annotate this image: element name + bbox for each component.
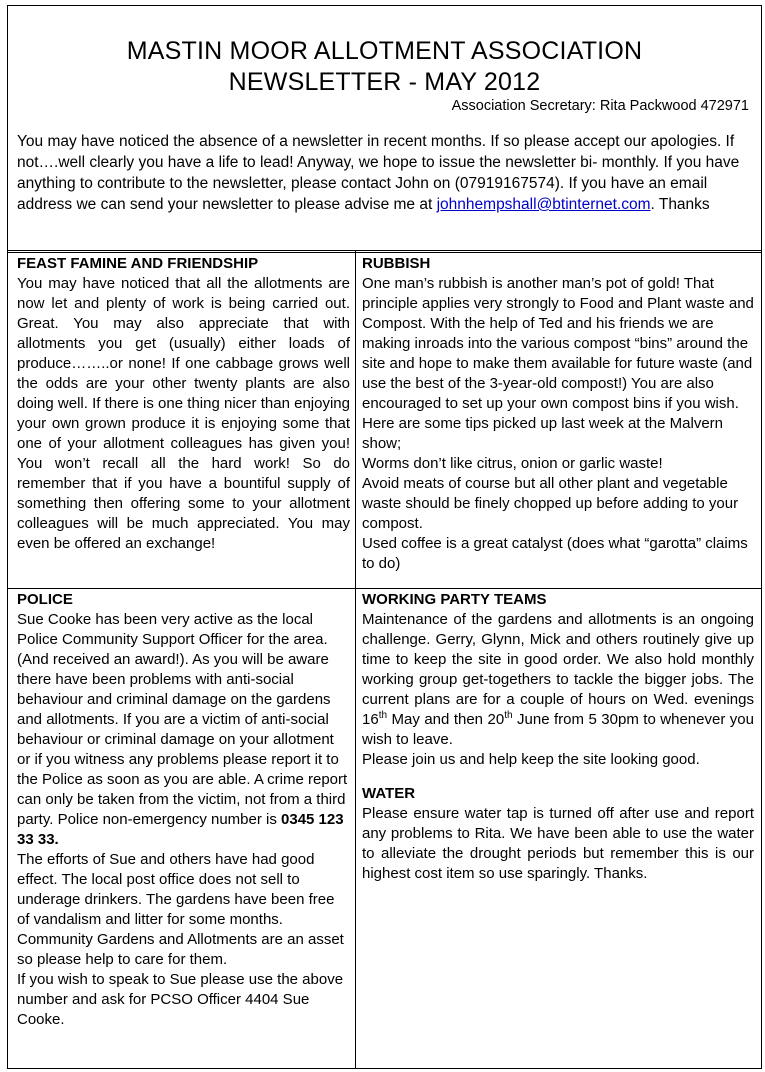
email-link[interactable]: johnhempshall@btinternet.com bbox=[436, 196, 651, 213]
newsletter-title bbox=[8, 36, 761, 98]
divider-middle bbox=[8, 588, 761, 589]
police-heading: POLICE bbox=[17, 591, 73, 608]
rubbish-tip-2: Avoid meats of course but all other plant and vegetable waste should be finely chopped up before adding to your compost. bbox=[362, 475, 739, 532]
working-heading: WORKING PARTY TEAMS bbox=[362, 591, 547, 608]
rubbish-body: One man’s rubbish is another man’s pot of gold! That principle applies very strongly to Food and Plant waste and Compost. With the help of Ted and his friends we are making inroads into the various compost “bins” around the site and hope to make them available for future waste (and use the best of the 3-year-old compost!) You are also encouraged to set up your own compost bins if you wish. Here are some tips picked up last week at the Malvern show; bbox=[362, 275, 754, 452]
rubbish-heading: RUBBISH bbox=[362, 255, 431, 272]
intro-paragraph bbox=[17, 131, 749, 215]
title-line-1: MASTIN MOOR ALLOTMENT ASSOCIATION bbox=[126, 37, 643, 65]
section-rubbish bbox=[362, 254, 754, 574]
title-line-2: NEWSLETTER - MAY 2012 bbox=[228, 68, 541, 96]
intro-thanks: . Thanks bbox=[650, 196, 710, 213]
water-body: Please ensure water tap is turned off after use and report any problems to Rita. We have been able to use the water to alleviate the drought periods but remember this is our highest cost item so use sparingly. Thanks. bbox=[362, 805, 754, 882]
rubbish-tip-1: Worms don’t like citrus, onion or garlic waste! bbox=[362, 455, 663, 472]
intro-text: You may have noticed the absence of a newsletter in recent months. If so please accept our apologies. If not….well clearly you have a life to lead! Anyway, we hope to issue the newsletter bi- monthly. If you have anything to contribute to the newsletter, please contact John on (07919167574). If you have an email address we can send your newsletter to please advise me at bbox=[17, 133, 740, 213]
section-working bbox=[362, 590, 754, 884]
newsletter-page bbox=[7, 5, 762, 1069]
divider-top bbox=[8, 250, 761, 251]
secretary-contact: Association Secretary: Rita Packwood 472971 bbox=[451, 98, 749, 114]
police-phone: 0345 123 33 33. bbox=[17, 811, 344, 848]
feast-heading: FEAST FAMINE AND FRIENDSHIP bbox=[17, 255, 259, 272]
working-body: Maintenance of the gardens and allotments is an ongoing challenge. Gerry, Glynn, Mick and others routinely give up time to keep the site in good order. We also hold monthly working group get-togethers to tackle the bigger jobs. The current plans are for a couple of hours on Wed. evenings 16th May and then 20th June from 5 30pm to whenever you wish to leave. bbox=[362, 611, 754, 748]
police-body-3: If you wish to speak to Sue please use the above number and ask for PCSO Officer 4404 Sue Cooke. bbox=[17, 971, 344, 1028]
section-feast bbox=[17, 254, 350, 554]
divider-vertical bbox=[355, 251, 356, 1069]
section-police bbox=[17, 590, 350, 1030]
divider-top-2 bbox=[8, 252, 761, 253]
rubbish-tip-3: Used coffee is a great catalyst (does what “garotta” claims to do) bbox=[362, 535, 748, 572]
police-body-2: The efforts of Sue and others have had good effect. The local post office does not sell to underage drinkers. The gardens have been free of vandalism and litter for some months. Community Gardens and Allotments are an asset so please help to care for them. bbox=[17, 851, 344, 968]
feast-body: You may have noticed that all the allotments are now let and plenty of work is being carried out. Great. You may also appreciate that with allotments you get (usually) either loads of produce……..or none! If one cabbage grows well the odds are your other twenty plants are also doing well. If there is one thing nicer than enjoying your own grown produce it is enjoying some that one of your allotment colleagues has given you! You won’t recall all the hard work! So do remember that if you have a bountiful supply of something then offering some to your allotment colleagues will be much appreciated. You may even be offered an exchange! bbox=[17, 275, 350, 552]
working-body-2: Please join us and help keep the site looking good. bbox=[362, 751, 700, 768]
water-heading: WATER bbox=[362, 785, 416, 802]
police-body-1: Sue Cooke has been very active as the local Police Community Support Officer for the area. (And received an award!). As you will be aware there have been problems with anti-social behaviour and criminal damage on the gardens and allotments. If you are a victim of anti-social behaviour or criminal damage on your allotment or if you witness any problems please report it to the Police as soon as you are able. A crime report can only be taken from the victim, not from a third party. Police non-emergency number is 0345 123 33 33. bbox=[17, 611, 348, 848]
